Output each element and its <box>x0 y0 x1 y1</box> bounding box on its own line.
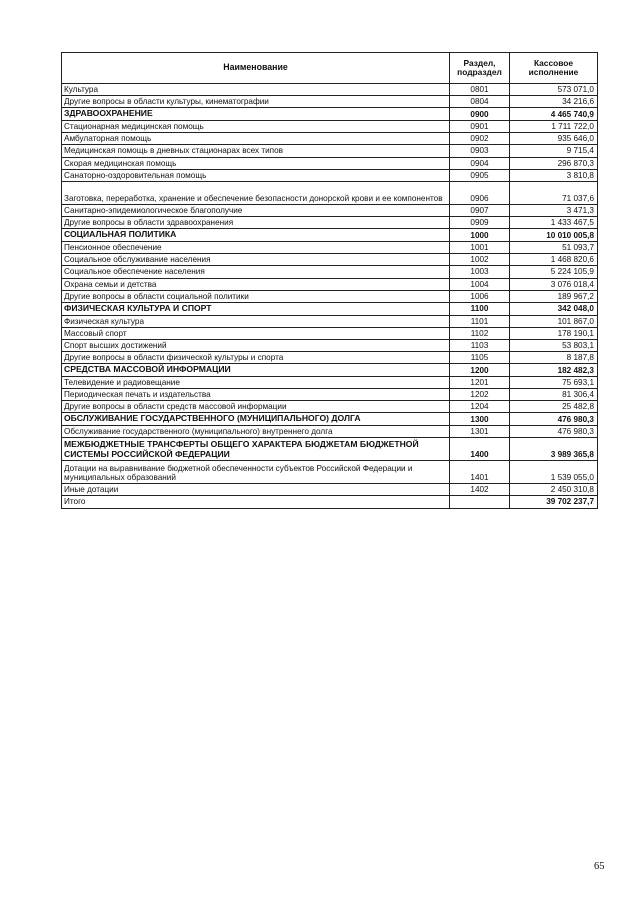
table-row <box>62 169 598 181</box>
row-name-cell: Медицинская помощь в дневных стационарах всех типов <box>62 145 450 157</box>
row-name-cell: Стационарная медицинская помощь <box>62 121 450 133</box>
table-row <box>62 302 598 315</box>
row-amount-cell: 1 468 820,6 <box>510 254 598 266</box>
table-row <box>62 157 598 169</box>
row-code-cell: 1002 <box>450 254 510 266</box>
row-amount-cell: 4 465 740,9 <box>510 108 598 121</box>
table-row <box>62 266 598 278</box>
row-amount-cell: 3 989 365,8 <box>510 438 598 461</box>
row-name-cell: Охрана семьи и детства <box>62 278 450 290</box>
row-name-cell: СРЕДСТВА МАССОВОЙ ИНФОРМАЦИИ <box>62 364 450 377</box>
row-code-cell: 0904 <box>450 157 510 169</box>
row-code-cell: 1300 <box>450 413 510 426</box>
table-row <box>62 484 598 496</box>
row-amount-cell: 2 450 310,8 <box>510 484 598 496</box>
table-row <box>62 339 598 351</box>
row-name-cell: Телевидение и радиовещание <box>62 376 450 388</box>
table-row <box>62 96 598 108</box>
row-code-cell: 1003 <box>450 266 510 278</box>
page-number: 65 <box>594 861 605 872</box>
row-name-cell: Санаторно-оздоровительная помощь <box>62 169 450 181</box>
row-name-cell: Физическая культура <box>62 315 450 327</box>
row-amount-cell: 935 646,0 <box>510 133 598 145</box>
row-code-cell: 1001 <box>450 241 510 253</box>
row-code-cell: 0905 <box>450 169 510 181</box>
row-name-cell: Скорая медицинская помощь <box>62 157 450 169</box>
table-row <box>62 204 598 216</box>
row-name-cell: Пенсионное обеспечение <box>62 241 450 253</box>
row-name-cell: Иные дотации <box>62 484 450 496</box>
row-name-cell: ЗДРАВООХРАНЕНИЕ <box>62 108 450 121</box>
row-amount-cell: 3 471,3 <box>510 204 598 216</box>
row-code-cell: 1102 <box>450 327 510 339</box>
row-code-cell: 0909 <box>450 217 510 229</box>
row-amount-cell: 476 980,3 <box>510 426 598 438</box>
row-code-cell: 1004 <box>450 278 510 290</box>
table-body <box>62 84 598 509</box>
table-row <box>62 389 598 401</box>
table-row <box>62 217 598 229</box>
row-amount-cell: 342 048,0 <box>510 302 598 315</box>
row-name-cell: Спорт высших достижений <box>62 339 450 351</box>
row-name-cell: Другие вопросы в области здравоохранения <box>62 217 450 229</box>
row-amount-cell: 10 010 005,8 <box>510 229 598 242</box>
row-code-cell: 0901 <box>450 121 510 133</box>
row-amount-cell: 5 224 105,9 <box>510 266 598 278</box>
row-code-cell: 0903 <box>450 145 510 157</box>
row-code-cell: 1105 <box>450 352 510 364</box>
budget-table-container <box>61 52 597 509</box>
row-code-cell: 1006 <box>450 290 510 302</box>
row-code-cell: 1202 <box>450 389 510 401</box>
row-amount-cell: 8 187,8 <box>510 352 598 364</box>
table-row <box>62 376 598 388</box>
table-row <box>62 413 598 426</box>
row-amount-cell: 101 867,0 <box>510 315 598 327</box>
row-code-cell: 0801 <box>450 84 510 96</box>
row-name-cell: Итого <box>62 496 450 508</box>
table-row <box>62 84 598 96</box>
table-row <box>62 241 598 253</box>
table-row <box>62 108 598 121</box>
table-row <box>62 327 598 339</box>
row-name-cell: Амбулаторная помощь <box>62 133 450 145</box>
table-row <box>62 145 598 157</box>
row-name-cell: ФИЗИЧЕСКАЯ КУЛЬТУРА И СПОРТ <box>62 302 450 315</box>
row-name-cell: Другие вопросы в области физической культуры и спорта <box>62 352 450 364</box>
header-amount: Кассовое исполнение <box>510 53 598 84</box>
row-code-cell: 1103 <box>450 339 510 351</box>
table-row <box>62 496 598 508</box>
budget-execution-table <box>61 52 598 509</box>
row-code-cell: 0804 <box>450 96 510 108</box>
row-amount-cell: 3 810,8 <box>510 169 598 181</box>
row-amount-cell: 71 037,6 <box>510 181 598 204</box>
row-amount-cell: 53 803,1 <box>510 339 598 351</box>
row-code-cell: 1401 <box>450 461 510 484</box>
table-row <box>62 461 598 484</box>
row-code-cell: 1100 <box>450 302 510 315</box>
row-amount-cell: 1 711 722,0 <box>510 121 598 133</box>
row-name-cell: Массовый спорт <box>62 327 450 339</box>
row-code-cell: 0900 <box>450 108 510 121</box>
row-amount-cell: 51 093,7 <box>510 241 598 253</box>
row-amount-cell: 34 216,6 <box>510 96 598 108</box>
row-name-cell: Другие вопросы в области культуры, кинематографии <box>62 96 450 108</box>
row-name-cell: Другие вопросы в области социальной политики <box>62 290 450 302</box>
row-name-cell: МЕЖБЮДЖЕТНЫЕ ТРАНСФЕРТЫ ОБЩЕГО ХАРАКТЕРА БЮДЖЕТАМ БЮДЖЕТНОЙ СИСТЕМЫ РОССИЙСКОЙ ФЕДЕРАЦИИ <box>62 438 450 461</box>
table-row <box>62 254 598 266</box>
table-header-row <box>62 53 598 84</box>
row-amount-cell: 1 539 055,0 <box>510 461 598 484</box>
row-amount-cell: 25 482,8 <box>510 401 598 413</box>
row-code-cell: 1400 <box>450 438 510 461</box>
row-code-cell: 1301 <box>450 426 510 438</box>
row-code-cell: 1402 <box>450 484 510 496</box>
table-row <box>62 352 598 364</box>
row-code-cell: 0902 <box>450 133 510 145</box>
row-name-cell: Социальное обеспечение населения <box>62 266 450 278</box>
table-row <box>62 278 598 290</box>
row-amount-cell: 1 433 467,5 <box>510 217 598 229</box>
row-name-cell: Обслуживание государственного (муниципального) внутреннего долга <box>62 426 450 438</box>
row-name-cell: Другие вопросы в области средств массовой информации <box>62 401 450 413</box>
row-code-cell: 1204 <box>450 401 510 413</box>
header-code: Раздел, подраздел <box>450 53 510 84</box>
row-code-cell: 1200 <box>450 364 510 377</box>
row-code-cell: 1000 <box>450 229 510 242</box>
row-code-cell: 1101 <box>450 315 510 327</box>
table-row <box>62 229 598 242</box>
table-row <box>62 315 598 327</box>
row-name-cell: Социальное обслуживание населения <box>62 254 450 266</box>
row-amount-cell: 9 715,4 <box>510 145 598 157</box>
row-amount-cell: 39 702 237,7 <box>510 496 598 508</box>
row-code-cell: 0906 <box>450 181 510 204</box>
row-name-cell: Дотации на выравнивание бюджетной обеспеченности субъектов Российской Федерации и муниципальных образований <box>62 461 450 484</box>
row-name-cell: Культура <box>62 84 450 96</box>
row-name-cell: Периодическая печать и издательства <box>62 389 450 401</box>
row-amount-cell: 75 693,1 <box>510 376 598 388</box>
row-name-cell: СОЦИАЛЬНАЯ ПОЛИТИКА <box>62 229 450 242</box>
table-row <box>62 364 598 377</box>
table-row <box>62 290 598 302</box>
table-row <box>62 438 598 461</box>
row-name-cell: Санитарно-эпидемиологическое благополучие <box>62 204 450 216</box>
row-amount-cell: 296 870,3 <box>510 157 598 169</box>
table-row <box>62 121 598 133</box>
row-amount-cell: 189 967,2 <box>510 290 598 302</box>
row-amount-cell: 81 306,4 <box>510 389 598 401</box>
row-amount-cell: 573 071,0 <box>510 84 598 96</box>
table-row <box>62 401 598 413</box>
row-code-cell: 0907 <box>450 204 510 216</box>
table-row <box>62 181 598 204</box>
row-amount-cell: 178 190,1 <box>510 327 598 339</box>
row-amount-cell: 3 076 018,4 <box>510 278 598 290</box>
table-row <box>62 426 598 438</box>
header-name: Наименование <box>62 53 450 84</box>
table-row <box>62 133 598 145</box>
row-code-cell: 1201 <box>450 376 510 388</box>
row-code-cell <box>450 496 510 508</box>
row-name-cell: ОБСЛУЖИВАНИЕ ГОСУДАРСТВЕННОГО (МУНИЦИПАЛЬНОГО) ДОЛГА <box>62 413 450 426</box>
row-amount-cell: 476 980,3 <box>510 413 598 426</box>
row-amount-cell: 182 482,3 <box>510 364 598 377</box>
row-name-cell: Заготовка, переработка, хранение и обеспечение безопасности донорской крови и ее компонентов <box>62 181 450 204</box>
